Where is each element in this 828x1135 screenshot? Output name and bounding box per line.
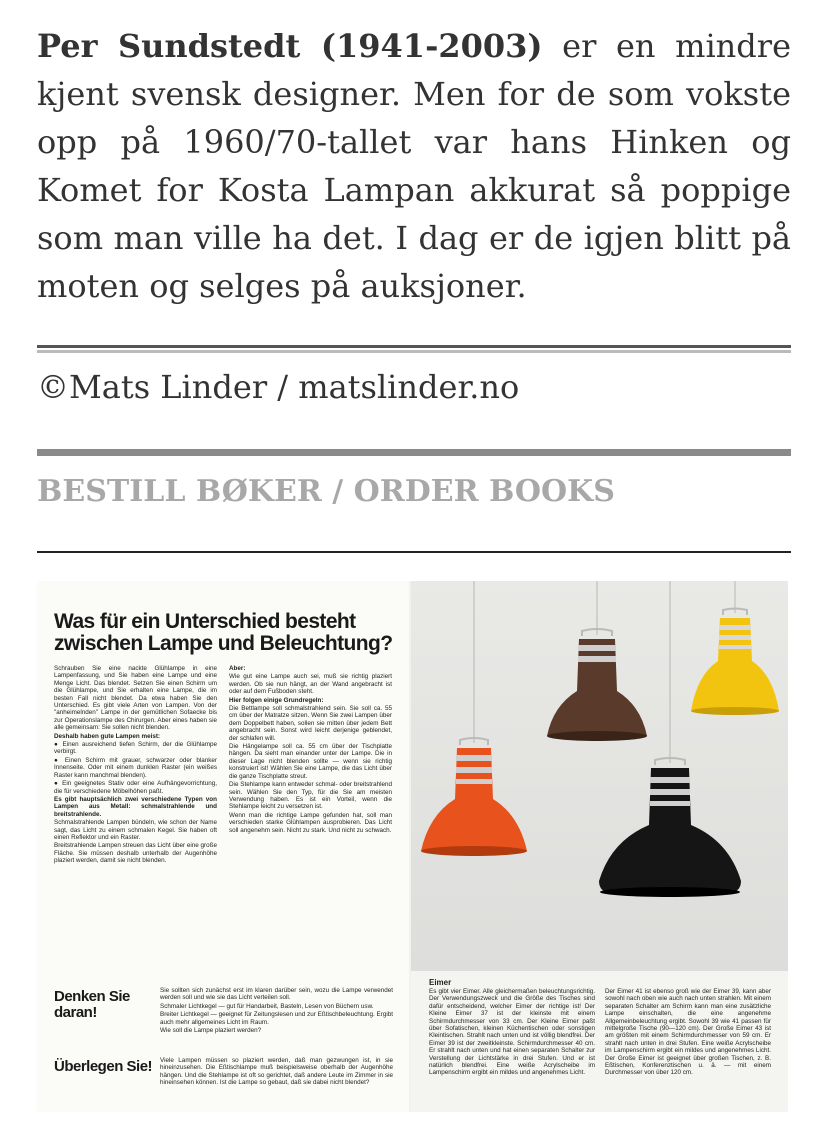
brochure-left-page (37, 581, 409, 1112)
text-block: Sie sollten sich zunächst erst im klaren darüber sein, wozu die Lampe verwendet werden soll und wie sie das Licht verteilen soll. (160, 987, 393, 1002)
text-block: Aber: (229, 665, 246, 672)
text-block: ● Einen Schirm mit grauer, schwarzer oder blanker Innenseite. Oder mit einem dunklen Raster (ein weißes Raster kann manchmal blenden). (54, 756, 217, 779)
eimer-title: Eimer (429, 978, 452, 987)
text-block: ● Ein geeignetes Stativ oder eine Aufhängevorrichtung, die für verschiedene Möbelhöhen paßt. (54, 780, 217, 795)
text-block: Es gibt hauptsächlich zwei verschiedene Typen von Lampen aus Metall: schmalstrahlende und breitstrahlende. (54, 795, 217, 818)
lamp-illustration (411, 581, 788, 971)
text-block: Wie soll die Lampe plaziert werden? (160, 1027, 262, 1035)
intro-text: er en mindre kjent svensk designer. Men for de som vokste opp på 1960/70-tallet var hans Hinken og Komet for Kosta Lampan akkurat så poppige som man ville ha det. I dag er de igjen blitt på moten og selges på auksjoner. (37, 27, 792, 305)
eimer-column-2 (605, 988, 771, 1078)
brochure-image (37, 581, 788, 1112)
text-block: Der Eimer 41 ist ebenso groß wie der Eimer 39, kann aber sowohl nach oben wie auch nach unten strahlen. Mit einem separaten Schalter am Schirm kann man eine zusätzliche Lampe einschalten, die eine angenehme Allgemeinbeleuchtung ergibt. Sowohl 39 wie 41 passen für mittelgroße Tische (90—120 cm). Der Große Eimer 43 ist am größten mit einem Schirmdurchmesser von 59 cm. Er strahlt nach unten in drei Stufen. Eine weiße Acrylscheibe im Lampenschirm ergibt ein mildes und angenehmes Licht. Der Große Eimer ist geeignet über großen Tischen, z. B. Eßtischen, Konferenztischen u. ä. — mit einem Durchmesser von über 120 cm. (605, 988, 771, 1077)
order-books-link[interactable]: BESTILL BØKER / ORDER BOOKS (37, 474, 615, 509)
brochure-headline: Was für ein Unterschied besteht zwischen Lampe und Beleuchtung? (54, 610, 393, 655)
text-block: Schmaler Lichtkegel — gut für Handarbeit, Basteln, Lesen von Büchern usw. (160, 1002, 374, 1010)
copyright-text: ©Mats Linder / matslinder.no (37, 368, 520, 406)
divider (37, 345, 791, 353)
orange-lamp (421, 738, 527, 856)
brochure-column-1 (54, 665, 217, 866)
intro-paragraph (37, 22, 791, 310)
denken-text (160, 987, 393, 1035)
text-block: Hier folgen einige Grundregeln: (229, 696, 324, 704)
divider (37, 449, 791, 456)
divider (37, 551, 791, 553)
text-block: Die Hängelampe soll ca. 55 cm über der Tischplatte hängen. Da sieht man einander unter der Lampe. Die in dieser Lage nicht blenden sollte — wenn sie richtig konstruiert ist! Wählen Sie eine Lampe, die das Licht über die ganze Tischplatte streut. (229, 743, 392, 780)
text-block: ● Einen ausreichend tiefen Schirm, der die Glühlampe verbirgt. (54, 741, 217, 756)
text-block: Schrauben Sie eine nackte Glühlampe in eine Lampenfassung, und Sie haben eine Lampe und eine Menge Licht. Das blendet. Setzen Sie einen Schirm um die Glühlampe, und Sie erhalten eine Lampe, die im besten Fall nicht blendet. Da etwa haben Sie den Unterschied. Es gibt viele Arten von Lampen. Von der "anheimelnden" Lampe in der gemütlichen Sofaecke bis zur Operationslampe des Chirurgen. Aber eines haben sie alle gemeinsam: Sie sollen nicht blenden. (54, 665, 217, 732)
text-block: Breitstrahlende Lampen streuen das Licht über eine große Fläche. Sie müssen deshalb unterhalb der Augenhöhe plaziert werden, damit sie nicht blenden. (54, 842, 217, 865)
brown-lamp (547, 629, 647, 741)
brochure-right-page (411, 581, 788, 1112)
text-block: Viele Lampen müssen so plaziert werden, daß man gezwungen ist, in sie hineinzusehen. Die Eßtischlampe muß beispielsweise oberhalb der Augenhöhe hängen. Und die Stehlampe ist oft so gerichtet, daß andere Leute im Zimmer in sie hineinsehen können. Ist die Lampe so gebaut, daß sie dabei nicht blendet? (160, 1057, 393, 1087)
brochure-column-2 (229, 665, 392, 835)
yellow-lamp (691, 609, 779, 716)
designer-name: Per Sundstedt (1941-2003) (37, 27, 543, 65)
text-block: Die Stehlampe kann entweder schmal- oder breitstrahlend sein. Wählen Sie den Typ, für die Sie am meisten Verwendung haben. Es ist ein Vorteil, wenn die Stehlampe leicht zu versetzen ist. (229, 781, 392, 811)
text-block: Breiter Lichtkegel — geeignet für Zeitungslesen und zur Eßtischbeleuchtung. Ergibt auch mehr allgemeines Licht im Raum. (160, 1011, 393, 1026)
uberlegen-text (160, 1057, 393, 1088)
text-block: Schmalstrahlende Lampen bündeln, wie schon der Name sagt, das Licht zu einem schmalen Kegel. Sie haben oft einen Reflektor und ein Raster. (54, 819, 217, 841)
uberlegen-heading: Überlegen Sie! (54, 1058, 153, 1075)
text-block: Wie gut eine Lampe auch sei, muß sie richtig plaziert werden. Ob sie nun hängt, an der Wand angebracht ist oder auf dem Fußboden steht. (229, 673, 392, 696)
text-block: Die Bettlampe soll schmalstrahlend sein. Sie soll ca. 55 cm über der Matratze sitzen. Wenn Sie zwei Lampen über dem Doppelbett haben, sollen sie mitten über jedem Bett angebracht sein. Sonst wird leicht derjenige geblendet, der schlafen will. (229, 705, 392, 742)
black-lamp (599, 758, 741, 897)
lamp-photo (411, 581, 788, 971)
text-block: Deshalb haben gute Lampen meist: (54, 732, 161, 740)
text-block: Es gibt vier Eimer. Alle gleichermaßen beleuchtungsrichtig. Der Verwendungszweck und die Größe des Tisches sind dafür entscheidend, welcher Eimer der richtige ist! Der Kleine Eimer 37 ist der kleinste mit einem Schirmdurchmesser von 33 cm. Der Kleine Eimer paßt über Sofatischen, kleinen Küchentischen oder sonstigen Kleintischen. Strahlt nach unten und ist völlig blendfrei. Der Eimer 39 ist der zweitkleinste. Schirmdurchmesser 40 cm. Er strahlt nach unten und hat einen separaten Schalter zur Verstellung der Lichtstärke in drei Stufen. Und er ist natürlich blendfrei. Eine weiße Acrylscheibe im Lampenschirm ergibt ein mildes und angenehmes Licht. (429, 988, 595, 1077)
text-block: Wenn man die richtige Lampe gefunden hat, soll man verschieden starke Glühlampen ausprobieren. Das Licht soll angenehm sein. Nicht zu stark. Und nicht zu schwach. (229, 811, 392, 834)
eimer-column-1 (429, 988, 595, 1078)
denken-heading: Denken Sie daran! (54, 988, 130, 1021)
